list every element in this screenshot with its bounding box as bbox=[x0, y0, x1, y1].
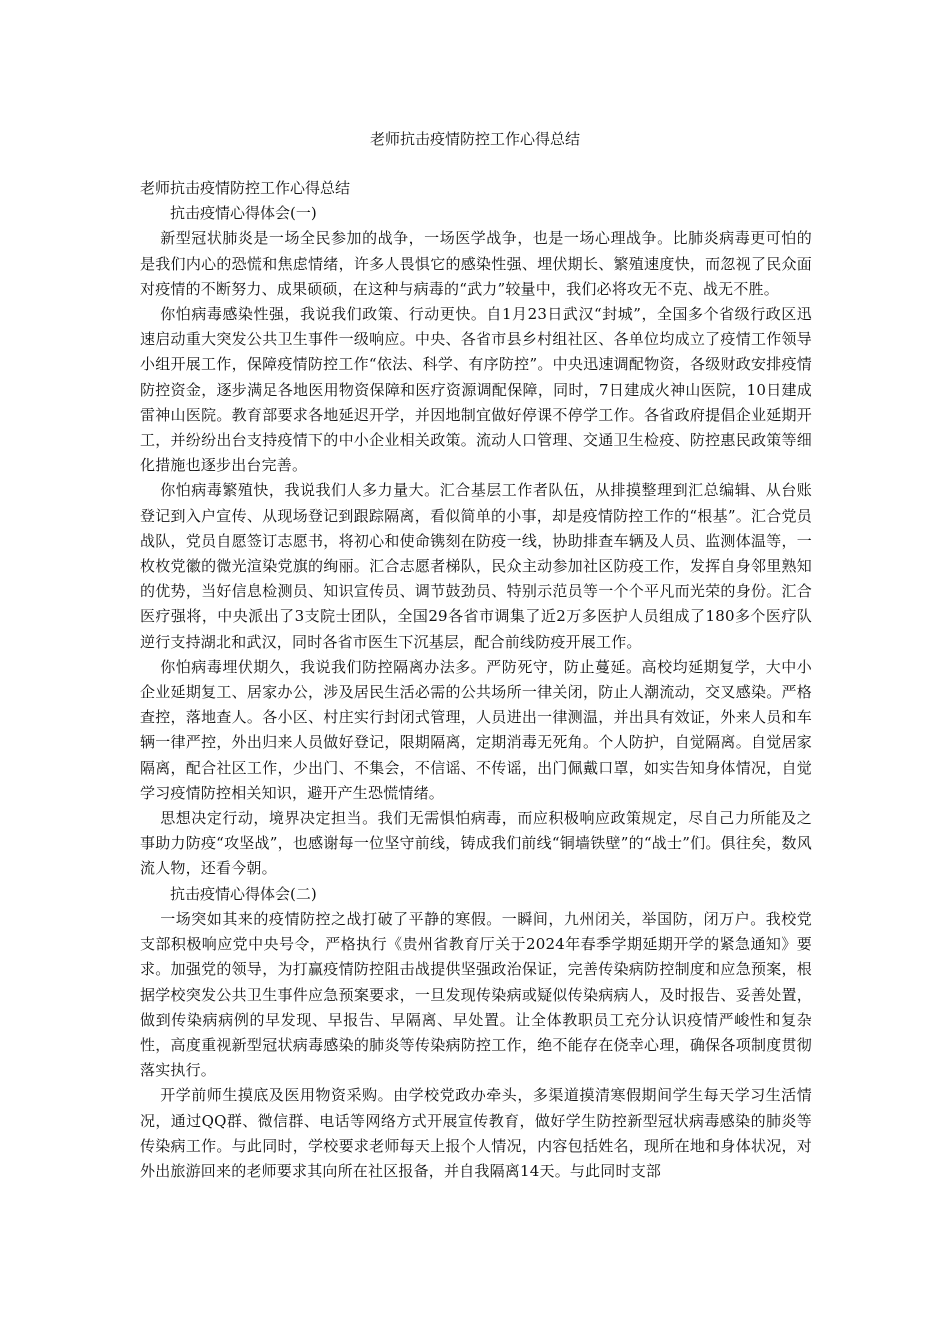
section-heading-2: 抗击疫情心得体会(二) bbox=[170, 884, 317, 903]
paragraph-1: 新型冠状肺炎是一场全民参加的战争，一场医学战争，也是一场心理战争。比肺炎病毒更可怕的是我们内心的恐慌和焦虑情绪，许多人畏惧它的感染性强、埋伏期长、繁殖速度快，而忽视了民众面对疫情的不断努力、成果硕硕，在这种与病毒的“武力”较量中，我们必将攻无不克、战无不胜。 bbox=[140, 229, 812, 298]
document-title: 老师抗击疫情防控工作心得总结 bbox=[369, 130, 580, 148]
section-heading-1: 抗击疫情心得体会(一) bbox=[170, 204, 317, 223]
paragraph-3: 你怕病毒繁殖快，我说我们人多力量大。汇合基层工作者队伍，从排摸整理到汇总编辑、从台账登记到入户宣传、从现场登记到跟踪隔离，看似简单的小事，却是疫情防控工作的“根基”。汇合党员战队，党员自愿签订志愿书，将初心和使命镌刻在防疫一线，协助排查车辆及人员、监测体温等，一枚枚党徽的微光渲染党旗的绚丽。汇合志愿者梯队，民众主动参加社区防疫工作，发挥自身邻里熟知的优势，当好信息检测员、知识宣传员、调节鼓劲员、特别示范员等一个个平凡而光荣的身份。汇合医疗强将，中央派出了3支院士团队，全国29各省市调集了近2万多医护人员组成了180多个医疗队逆行支持湖北和武汉，同时各省市医生下沉基层，配合前线防疫开展工作。 bbox=[140, 481, 812, 651]
document-body bbox=[140, 176, 812, 1184]
paragraph-6: 一场突如其来的疫情防控之战打破了平静的寒假。一瞬间，九州闭关，举国防，闭万户。我校党支部积极响应党中央号令，严格执行《贵州省教育厅关于2024年春季学期延期开学的紧急通知》要求。加强党的领导，为打赢疫情防控阻击战提供坚强政治保证，完善传染病防控制度和应急预案，根据学校突发公共卫生事件应急预案要求，一旦发现传染病或疑似传染病病人，及时报告、妥善处置，做到传染病病例的早发现、早报告、早隔离、早处置。让全体教职员工充分认识疫情严峻性和复杂性，高度重视新型冠状病毒感染的肺炎等传染病防控工作，绝不能存在侥幸心理，确保各项制度贯彻落实执行。 bbox=[140, 909, 812, 1080]
paragraph-4: 你怕病毒埋伏期久，我说我们防控隔离办法多。严防死守，防止蔓延。高校均延期复学，大中小企业延期复工、居家办公，涉及居民生活必需的公共场所一律关闭，防止人潮流动，交叉感染。严格查控，落地查人。各小区、村庄实行封闭式管理，人员进出一律测温，并出具有效证，外来人员和车辆一律严控，外出归来人员做好登记，限期隔离，定期消毒无死角。个人防护，自觉隔离。自觉居家隔离，配合社区工作，少出门、不集会，不信谣、不传谣，出门佩戴口罩，如实告知身体情况，自觉学习疫情防控相关知识，避开产生恐慌情绪。 bbox=[140, 657, 812, 802]
paragraph-2: 你怕病毒感染性强，我说我们政策、行动更快。自1月23日武汉“封城”，全国多个省级行政区迅速启动重大突发公共卫生事件一级响应。中央、各省市县乡村组社区、各单位均成立了疫情工作领导小组开展工作，保障疫情防控工作“依法、科学、有序防控”。中央迅速调配物资，各级财政安排疫情防控资金，逐步满足各地医用物资保障和医疗资源调配保障，同时，7日建成火神山医院，10日建成雷神山医院。教育部要求各地延迟开学，并因地制宜做好停课不停学工作。各省政府提倡企业延期开工，并纷纷出台支持疫情下的中小企业相关政策。流动人口管理、交通卫生检疫、防控惠民政策等细化措施也逐步出台完善。 bbox=[140, 305, 812, 475]
document-subtitle: 老师抗击疫情防控工作心得总结 bbox=[140, 179, 351, 197]
paragraph-5: 思想决定行动，境界决定担当。我们无需惧怕病毒，而应积极响应政策规定，尽自己力所能及之事助力防疫“攻坚战”，也感谢每一位坚守前线，铸成我们前线“铜墙铁壁”的“战士”们。俱往矣，数风流人物，还看今朝。 bbox=[140, 809, 812, 878]
paragraph-7: 开学前师生摸底及医用物资采购。由学校党政办牵头，多渠道摸清寒假期间学生每天学习生活情况，通过QQ群、微信群、电话等网络方式开展宣传教育，做好学生防控新型冠状病毒感染的肺炎等传染病工作。与此同时，学校要求老师每天上报个人情况，内容包括姓名，现所在地和身体状况，对外出旅游回来的老师要求其向所在社区报备，并自我隔离14天。与此同时支部 bbox=[140, 1086, 812, 1180]
